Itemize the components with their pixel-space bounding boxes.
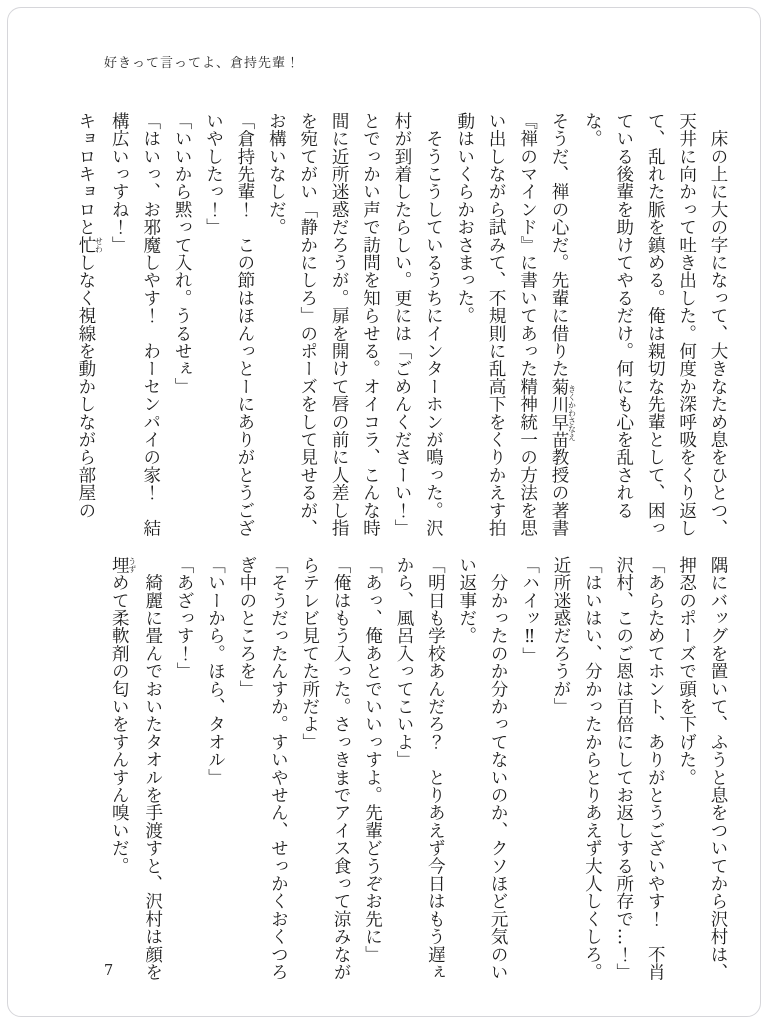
text-line: 「明日も学校あんだろ？ とりあえず今日はもう遅ぇ	[425, 556, 446, 981]
text-line: 「ハイッ‼」	[519, 556, 540, 665]
text-line: 床の上に大の字になって、大きなため息をひとつ、	[708, 112, 728, 537]
text-line: いやしたっ！」	[203, 112, 224, 236]
text-line: 間に近所迷惑だろうが。扉を開けて唇の前に人差し指	[329, 112, 350, 537]
text-line: らテレビ見てた所だよ」	[299, 556, 320, 751]
text-line: 埋うずめて柔軟剤の匂いをすんすん嗅いだ。	[109, 556, 137, 875]
text-line: 「あざっす！」	[174, 556, 195, 680]
text-block-bottom	[103, 556, 733, 984]
text-line: 「はいっ、お邪魔しやす！ わーセンパイの家！ 結	[140, 112, 161, 537]
text-line: 「倉持先輩！ この節はほんっとーにありがとうござ	[234, 112, 255, 537]
text-line: ぎ中のところを」	[236, 556, 257, 698]
text-line: い出しながら試みて、不規則に乱高下をくりかえす拍	[486, 112, 507, 537]
text-line: 動はいくらかおさまった。	[454, 112, 475, 325]
text-line: 『禅のマインド』に書いてあった精神統一の方法を思	[517, 112, 538, 537]
text-block-top	[69, 112, 733, 540]
text-line: い返事だ。	[456, 556, 477, 645]
text-line: 「はいはい、分かったからとりあえず大人しくしろ。	[582, 556, 603, 981]
text-line: 隅にバッグを置いて、ふうと息をついてから沢村は、	[708, 556, 728, 981]
text-line: 村が到着したらしい。更には「ごめんくださーい！」	[391, 112, 412, 537]
text-line: そうこうしているうちにインターホンが鳴った。沢	[423, 112, 444, 537]
text-line: 沢村、このご恩は百倍にしてお返しする所存で…！」	[613, 556, 634, 981]
text-line: て、乱れた脈を鎮める。俺は親切な先輩として、困っ	[645, 112, 666, 537]
text-line: キョロキョロと忙せわしなく視線を動かしながら部屋の	[75, 112, 104, 520]
text-line: 「いーから。ほら、タオル」	[205, 556, 226, 787]
text-line: 分かったのか分かってないのか、クソほど元気のい	[488, 556, 509, 981]
text-line: 押忍のポーズで頭を下げた。	[676, 556, 697, 787]
text-line: から、風呂入ってこいよ」	[393, 556, 414, 769]
running-title: 好きって言ってよ、倉持先輩！	[104, 56, 301, 71]
text-line: とでっかい声で訪問を知らせる。オイコラ、こんな時	[360, 112, 381, 537]
text-line: 構広いっすね！」	[109, 112, 130, 254]
text-line: 近所迷惑だろうが」	[550, 556, 571, 716]
text-line: 綺麗に畳んでおいたタオルを手渡すと、沢村は顔を	[142, 556, 163, 981]
text-line: 「俺はもう入った。さっきまでアイス食って涼みなが	[331, 556, 352, 981]
text-line: ている後輩を助けてやるだけ。何にも心を乱されるな。	[582, 112, 634, 520]
text-line: 「そうだったんすか。すいやせん、せっかくおくつろ	[268, 556, 289, 981]
text-line: 「あらためてホント、ありがとうございやす！ 不肖	[645, 556, 666, 981]
text-line: お構いなしだ。	[266, 112, 287, 236]
page-number: 7	[104, 963, 114, 979]
text-line: を宛てがい「静かにしろ」のポーズをして見せるが、	[297, 112, 318, 537]
text-line: そうだ、禅の心だ。先輩に借りた菊川早苗きくかわさなえ教授の著書	[548, 112, 577, 537]
text-line: 「あっ、俺あとでいいっすよ。先輩どうぞお先に」	[362, 556, 383, 964]
text-line: 「いいから黙って入れ。うるせぇ」	[172, 112, 193, 396]
text-line: 天井に向かって吐き出した。何度か深呼吸をくり返し	[676, 112, 697, 537]
